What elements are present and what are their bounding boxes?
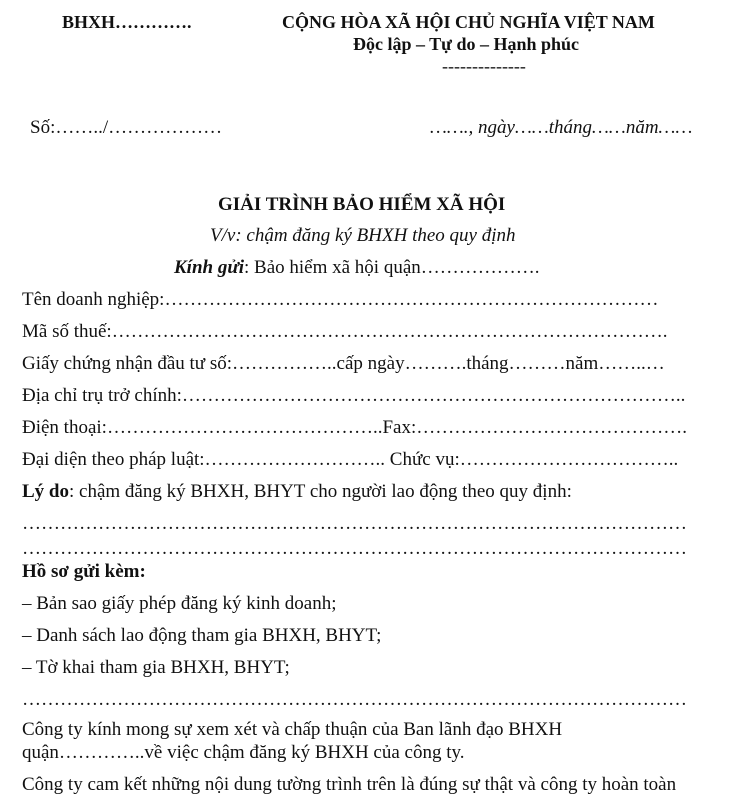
document-date: ……., ngày……tháng……năm……	[430, 117, 693, 138]
motto-rule: --------------	[442, 56, 526, 76]
closing-p2-line1: Công ty cam kết những nội dung tường trình trên là đúng sự thật và công ty hoàn toàn	[22, 774, 677, 795]
recipient-value: : Bảo hiểm xã hội quận……………….	[244, 257, 540, 278]
recipient-label: Kính gửi	[174, 257, 244, 278]
recipient-line	[174, 257, 540, 279]
document-subject: V/v: chậm đăng ký BHXH theo quy định	[210, 225, 516, 246]
field-tax-code: Mã số thuế:…………………………………………………………………………….	[22, 321, 668, 342]
field-address: Địa chỉ trụ trở chính:……………………………………………………………………..	[22, 385, 686, 406]
reason-line	[22, 481, 572, 503]
attachments-dots: ……………………………………………………………………………………………	[22, 689, 687, 710]
reason-dots-2: ……………………………………………………………………………………………	[22, 538, 687, 559]
field-company: Tên doanh nghiệp:……………………………………………………………………	[22, 289, 659, 310]
document-title: GIẢI TRÌNH BẢO HIỂM XÃ HỘI	[218, 194, 506, 215]
field-investment-cert: Giấy chứng nhận đầu tư số:……………..cấp ngày……….tháng………năm……..…	[22, 353, 665, 374]
reason-text: : chậm đăng ký BHXH, BHYT cho người lao động theo quy định:	[69, 481, 572, 502]
field-legal-rep: Đại diện theo pháp luật:……………………….. Chức vụ:……………………………..	[22, 449, 679, 470]
reason-label: Lý do	[22, 481, 69, 502]
attachment-item: – Danh sách lao động tham gia BHXH, BHYT;	[22, 625, 382, 646]
attachments-label: Hồ sơ gửi kèm:	[22, 561, 146, 582]
attachment-item: – Tờ khai tham gia BHXH, BHYT;	[22, 657, 290, 678]
motto: Độc lập – Tự do – Hạnh phúc	[353, 34, 580, 54]
agency-name: BHXH………….	[62, 12, 192, 32]
field-phone-fax: Điện thoại:……………………………………..Fax:…………………………………….	[22, 417, 687, 438]
nation-title: CỘNG HÒA XÃ HỘI CHỦ NGHĨA VIỆT NAM	[282, 12, 655, 32]
attachment-item: – Bản sao giấy phép đăng ký kinh doanh;	[22, 593, 337, 614]
closing-p1-line1: Công ty kính mong sự xem xét và chấp thuận của Ban lãnh đạo BHXH	[22, 719, 563, 740]
closing-p1-line2: quận…………..về việc chậm đăng ký BHXH của công ty.	[22, 742, 465, 763]
document-number: Số:……../………………	[30, 117, 223, 138]
reason-dots-1: ……………………………………………………………………………………………	[22, 513, 687, 534]
